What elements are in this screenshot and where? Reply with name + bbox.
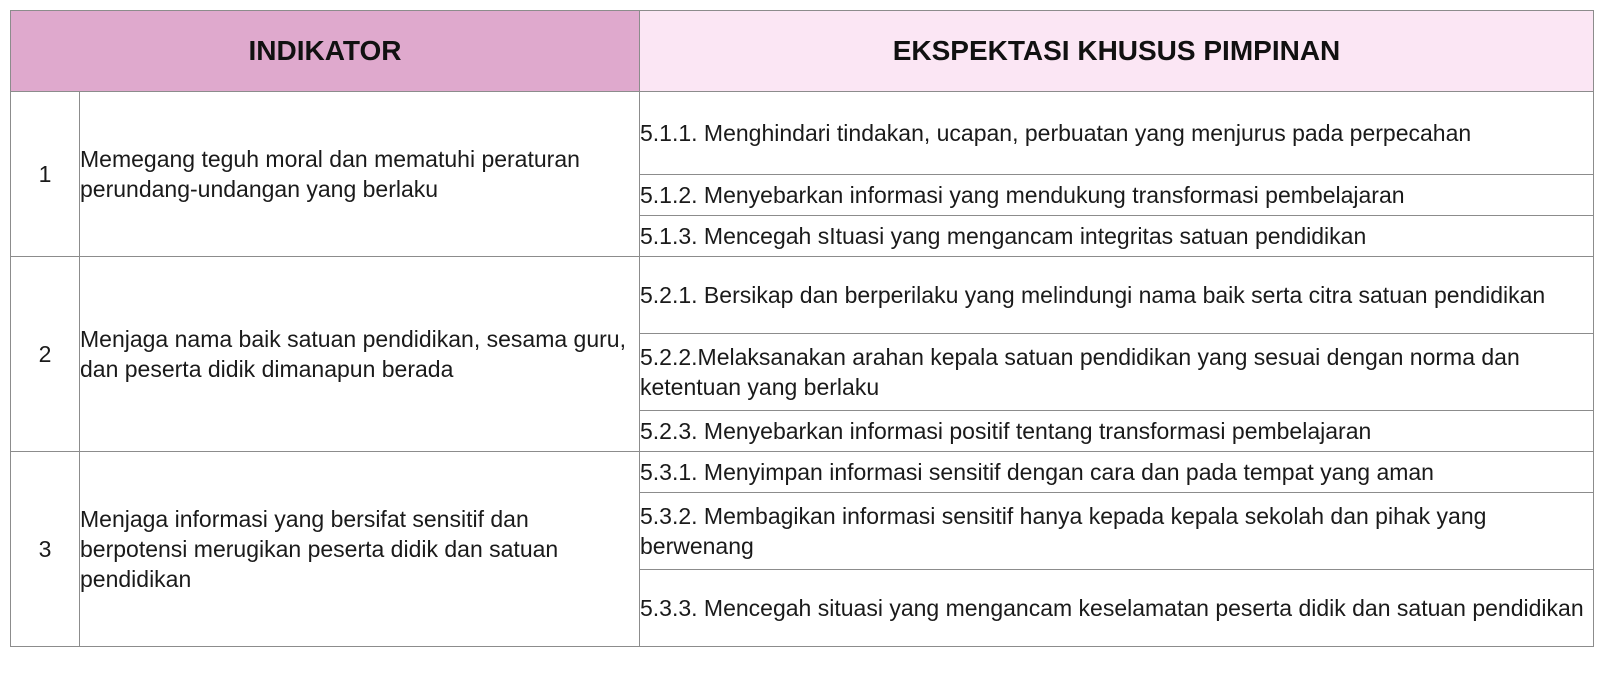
expectation-item: 5.1.3. Mencegah sItuasi yang mengancam integritas satuan pendidikan <box>640 216 1594 257</box>
row-number: 3 <box>11 452 80 647</box>
header-ekspektasi: EKSPEKTASI KHUSUS PIMPINAN <box>640 11 1594 92</box>
indicator-text: Menjaga informasi yang bersifat sensitif dan berpotensi merugikan peserta didik dan satuan pendidikan <box>80 452 640 647</box>
table-header-row <box>11 11 1594 92</box>
expectation-item: 5.3.3. Mencegah situasi yang mengancam keselamatan peserta didik dan satuan pendidikan <box>640 570 1594 647</box>
table-row <box>11 92 1594 175</box>
row-number: 1 <box>11 92 80 257</box>
indicator-expectation-table <box>10 10 1594 647</box>
expectation-item: 5.1.2. Menyebarkan informasi yang mendukung transformasi pembelajaran <box>640 175 1594 216</box>
table-row <box>11 452 1594 493</box>
expectation-item: 5.2.3. Menyebarkan informasi positif tentang transformasi pembelajaran <box>640 411 1594 452</box>
expectation-item: 5.1.1. Menghindari tindakan, ucapan, perbuatan yang menjurus pada perpecahan <box>640 92 1594 175</box>
expectation-item: 5.3.2. Membagikan informasi sensitif hanya kepada kepala sekolah dan pihak yang berwenang <box>640 493 1594 570</box>
indicator-text: Memegang teguh moral dan mematuhi peraturan perundang-undangan yang berlaku <box>80 92 640 257</box>
indicator-text: Menjaga nama baik satuan pendidikan, sesama guru, dan peserta didik dimanapun berada <box>80 257 640 452</box>
expectation-item: 5.2.1. Bersikap dan berperilaku yang melindungi nama baik serta citra satuan pendidikan <box>640 257 1594 334</box>
expectation-item: 5.3.1. Menyimpan informasi sensitif dengan cara dan pada tempat yang aman <box>640 452 1594 493</box>
table-row <box>11 257 1594 334</box>
header-indikator: INDIKATOR <box>11 11 640 92</box>
row-number: 2 <box>11 257 80 452</box>
expectation-item: 5.2.2.Melaksanakan arahan kepala satuan pendidikan yang sesuai dengan norma dan ketentuan yang berlaku <box>640 334 1594 411</box>
